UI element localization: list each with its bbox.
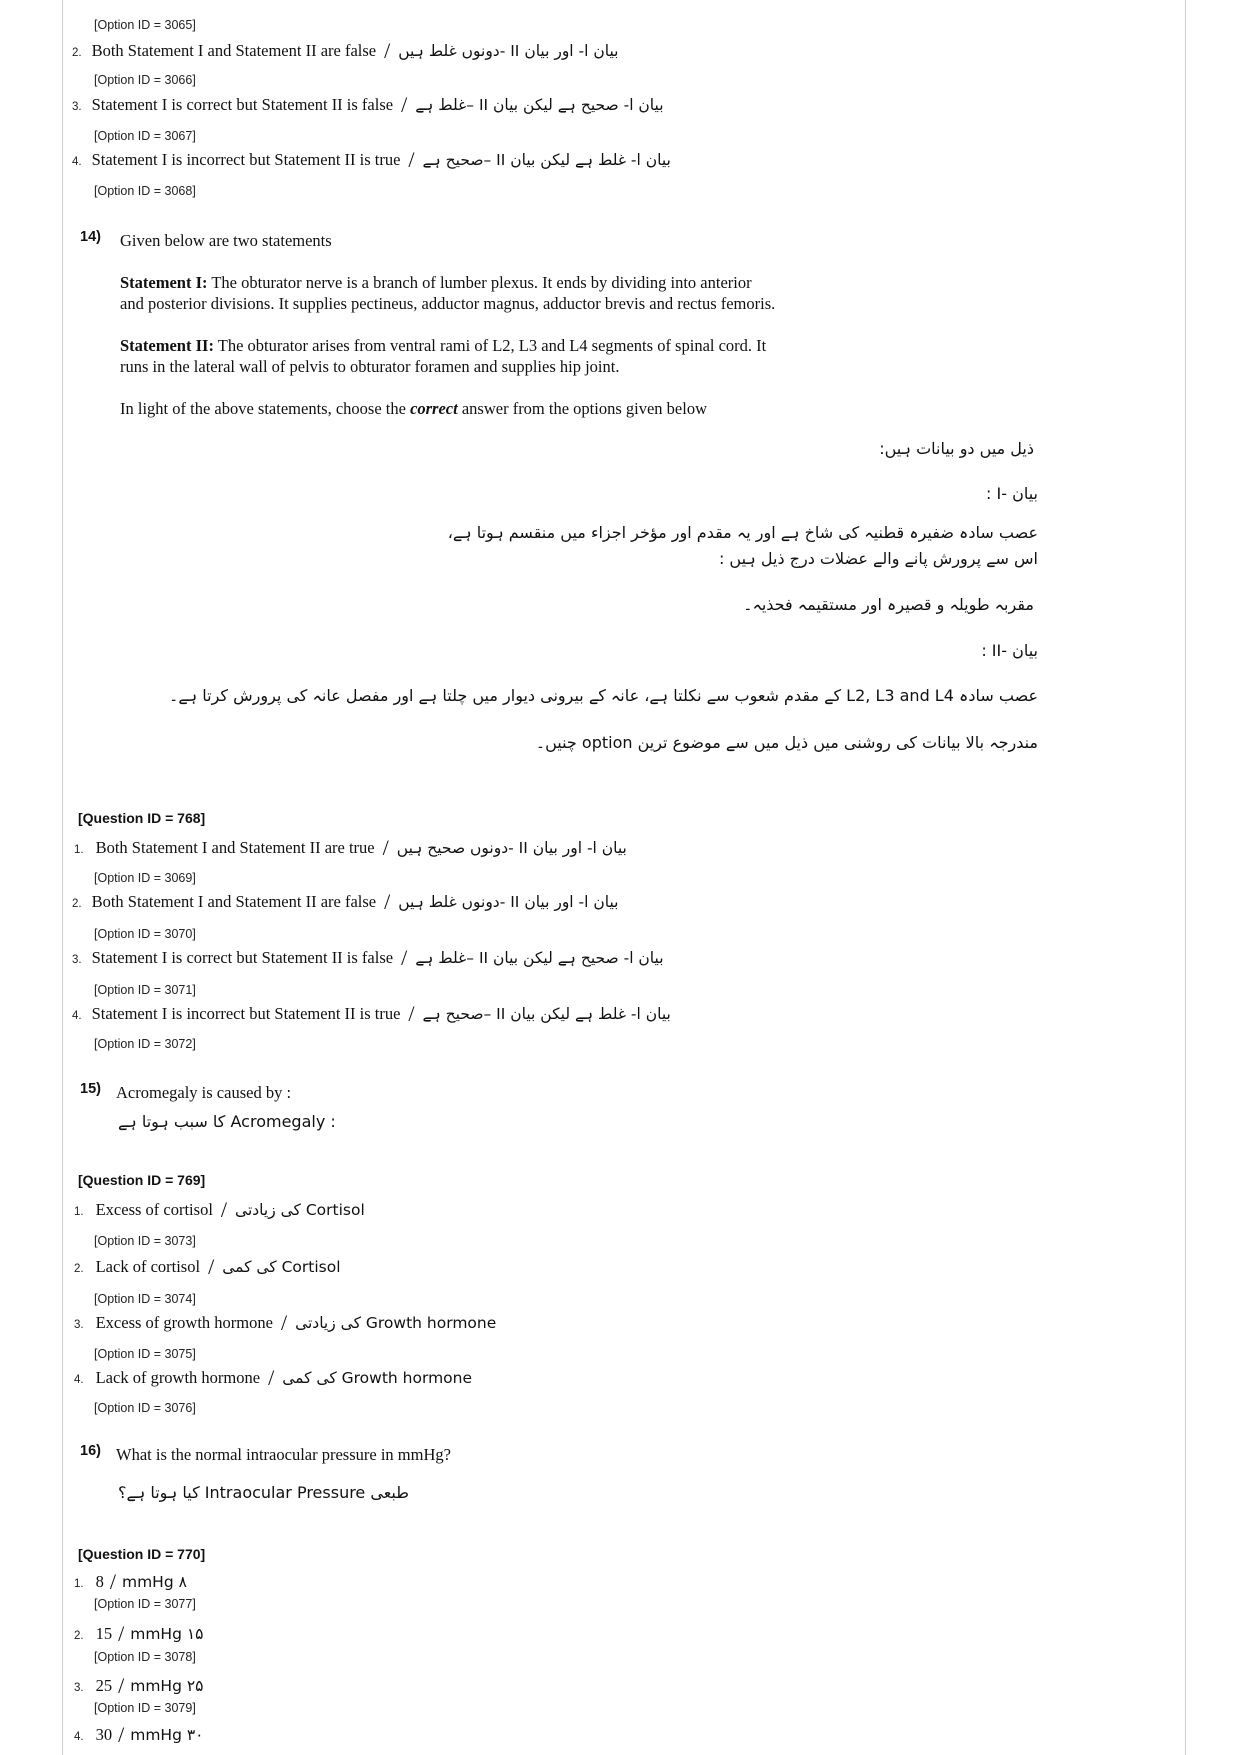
option-urdu: بیان ا- غلط ہے لیکن بیان II –صحیح ہے <box>422 151 671 169</box>
option-number: 3. <box>74 1682 84 1694</box>
option-text: Lack of growth hormone <box>95 1368 261 1387</box>
option-number: 4. <box>72 156 82 168</box>
question-urdu: : Acromegaly کا سبب ہوتا ہے <box>118 1112 336 1131</box>
statement-2-label: Statement II: <box>120 336 214 355</box>
option-row[interactable] <box>74 1720 204 1746</box>
urdu-line: عصب سادہ L2, L3 and L4 کے مقدم شعوب سے نکلتا ہے، عانہ کے بیرونی دیوار میں چلتا ہے اور مفصل عانہ کی پرورش کرتا ہے۔ <box>169 686 1038 705</box>
option-text: Statement I is correct but Statement II is false <box>91 95 394 114</box>
option-row[interactable] <box>74 1308 496 1334</box>
option-text: 15 <box>95 1624 113 1643</box>
question-urdu: طبعی Intraocular Pressure کیا ہوتا ہے؟ <box>118 1483 409 1502</box>
statement-2 <box>120 335 766 377</box>
option-number: 4. <box>72 1010 82 1022</box>
option-number: 4. <box>74 1731 84 1743</box>
option-text: 8 <box>95 1572 104 1591</box>
option-row[interactable] <box>72 145 671 171</box>
instruction-emphasis: correct <box>410 399 458 418</box>
option-urdu: بیان ا- صحیح ہے لیکن بیان II –غلط ہے <box>415 96 664 114</box>
option-id: [Option ID = 3079] <box>94 1701 196 1715</box>
option-id: [Option ID = 3070] <box>94 927 196 941</box>
statement-1-line2: and posterior divisions. It supplies pectineus, adductor magnus, adductor brevis and rectus femoris. <box>120 294 776 313</box>
option-id: [Option ID = 3069] <box>94 871 196 885</box>
urdu-line: مقربہ طویلہ و قصیرہ اور مستقیمہ فحذیہ۔ <box>743 595 1034 614</box>
option-id: [Option ID = 3078] <box>94 1650 196 1664</box>
option-number: 3. <box>72 954 82 966</box>
option-urdu: بیان ا- اور بیان II -دونوں غلط ہیں <box>398 42 619 60</box>
option-id: [Option ID = 3073] <box>94 1234 196 1248</box>
option-id: [Option ID = 3077] <box>94 1597 196 1611</box>
separator-slash: / <box>384 889 391 914</box>
option-row[interactable] <box>74 1195 365 1221</box>
option-id: [Option ID = 3071] <box>94 983 196 997</box>
option-row[interactable] <box>74 1363 472 1389</box>
option-urdu: mmHg ٢۵ <box>130 1677 204 1695</box>
separator-slash: / <box>268 1365 275 1390</box>
option-text: 30 <box>95 1725 113 1744</box>
option-row[interactable] <box>74 833 627 859</box>
separator-slash: / <box>382 835 389 860</box>
option-urdu: Cortisol کی زیادتی <box>235 1201 365 1219</box>
question-id: [Question ID = 769] <box>78 1172 206 1188</box>
option-id: [Option ID = 3074] <box>94 1292 196 1306</box>
urdu-line: عصب سادہ ضفیرہ قطنیہ کی شاخ ہے اور یہ مقدم اور مؤخر اجزاء میں منقسم ہوتا ہے، <box>447 523 1038 542</box>
option-id: [Option ID = 3072] <box>94 1037 196 1051</box>
question-stem: Given below are two statements <box>120 231 332 250</box>
option-text: Excess of growth hormone <box>95 1313 273 1332</box>
option-number: 3. <box>72 101 82 113</box>
option-row[interactable] <box>72 36 618 62</box>
option-number: 2. <box>72 47 82 59</box>
option-id: [Option ID = 3067] <box>94 129 196 143</box>
option-row[interactable] <box>74 1671 204 1697</box>
option-number: 1. <box>74 1578 84 1590</box>
option-urdu: mmHg ٨ <box>121 1573 187 1591</box>
option-text: Lack of cortisol <box>95 1257 201 1276</box>
option-id: [Option ID = 3075] <box>94 1347 196 1361</box>
separator-slash: / <box>401 92 408 117</box>
separator-slash: / <box>408 1001 415 1026</box>
option-number: 2. <box>72 898 82 910</box>
option-urdu: بیان ا- اور بیان II -دونوں غلط ہیں <box>398 893 619 911</box>
separator-slash: / <box>280 1310 288 1335</box>
urdu-line: بیان -I : <box>986 484 1038 503</box>
statement-2-line1: The obturator arises from ventral rami of L2, L3 and L4 segments of spinal cord. It <box>213 336 767 355</box>
urdu-line: اس سے پرورش پانے والے عضلات درج ذیل ہیں : <box>718 549 1038 568</box>
statement-1-line1: The obturator nerve is a branch of lumber plexus. It ends by dividing into anterior <box>207 273 752 292</box>
option-urdu: mmHg ١۵ <box>130 1625 204 1643</box>
statement-1-label: Statement I: <box>120 273 208 292</box>
option-urdu: Growth hormone کی زیادتی <box>295 1314 497 1332</box>
option-id: [Option ID = 3065] <box>94 18 196 32</box>
option-id: [Option ID = 3076] <box>94 1401 196 1415</box>
option-number: 2. <box>74 1263 84 1275</box>
separator-slash: / <box>220 1197 228 1222</box>
option-text: Both Statement I and Statement II are false <box>91 892 377 911</box>
option-text: Statement I is incorrect but Statement II is true <box>91 150 401 169</box>
option-text: Excess of cortisol <box>95 1200 213 1219</box>
separator-slash: / <box>384 38 391 63</box>
option-urdu: Cortisol کی کمی <box>222 1258 341 1276</box>
option-row[interactable] <box>72 943 664 969</box>
option-number: 1. <box>74 844 84 856</box>
option-urdu: Growth hormone کی کمی <box>282 1369 473 1387</box>
urdu-line: ذیل میں دو بیانات ہیں: <box>879 439 1034 458</box>
instruction <box>120 399 707 419</box>
separator-slash: / <box>118 1722 125 1747</box>
question-id: [Question ID = 768] <box>78 810 206 826</box>
option-row[interactable] <box>74 1619 204 1645</box>
option-text: Statement I is correct but Statement II is false <box>91 948 394 967</box>
question-number: 15) <box>80 1081 101 1097</box>
page-border-left <box>62 0 63 1755</box>
option-text: Both Statement I and Statement II are false <box>91 41 377 60</box>
separator-slash: / <box>208 1254 215 1279</box>
instruction-pre: In light of the above statements, choose the <box>120 399 411 418</box>
option-number: 2. <box>74 1630 84 1642</box>
option-row[interactable] <box>72 90 664 116</box>
option-number: 4. <box>74 1374 84 1386</box>
option-urdu: mmHg ٣٠ <box>130 1726 204 1744</box>
question-stem: What is the normal intraocular pressure in mmHg? <box>116 1445 451 1464</box>
urdu-line: بیان -II : <box>981 641 1038 660</box>
question-stem: Acromegaly is caused by : <box>116 1083 292 1102</box>
option-row[interactable] <box>74 1567 187 1593</box>
question-id: [Question ID = 770] <box>78 1546 206 1562</box>
separator-slash: / <box>401 945 408 970</box>
question-number: 16) <box>80 1443 101 1459</box>
option-id: [Option ID = 3068] <box>94 184 196 198</box>
separator-slash: / <box>109 1569 116 1594</box>
option-number: 3. <box>74 1319 84 1331</box>
question-number: 14) <box>80 229 101 245</box>
separator-slash: / <box>118 1621 125 1646</box>
option-text: Statement I is incorrect but Statement II is true <box>91 1004 401 1023</box>
option-urdu: بیان ا- غلط ہے لیکن بیان II –صحیح ہے <box>422 1005 671 1023</box>
instruction-post: answer from the options given below <box>457 399 707 418</box>
option-text: Both Statement I and Statement II are true <box>95 838 375 857</box>
option-text: 25 <box>95 1676 113 1695</box>
option-urdu: بیان ا- صحیح ہے لیکن بیان II –غلط ہے <box>415 949 664 967</box>
option-id: [Option ID = 3066] <box>94 73 196 87</box>
separator-slash: / <box>408 147 415 172</box>
option-row[interactable] <box>72 999 671 1025</box>
option-row[interactable] <box>72 887 618 913</box>
statement-1 <box>120 272 775 314</box>
page-border-right <box>1185 0 1186 1755</box>
option-number: 1. <box>74 1206 84 1218</box>
option-urdu: بیان ا- اور بیان II -دونوں صحیح ہیں <box>396 839 627 857</box>
statement-2-line2: runs in the lateral wall of pelvis to obturator foramen and supplies hip joint. <box>120 357 620 376</box>
option-row[interactable] <box>74 1252 341 1278</box>
separator-slash: / <box>118 1673 125 1698</box>
urdu-line: مندرجہ بالا بیانات کی روشنی میں ذیل میں سے موضوع ترین option چنیں۔ <box>535 733 1038 752</box>
